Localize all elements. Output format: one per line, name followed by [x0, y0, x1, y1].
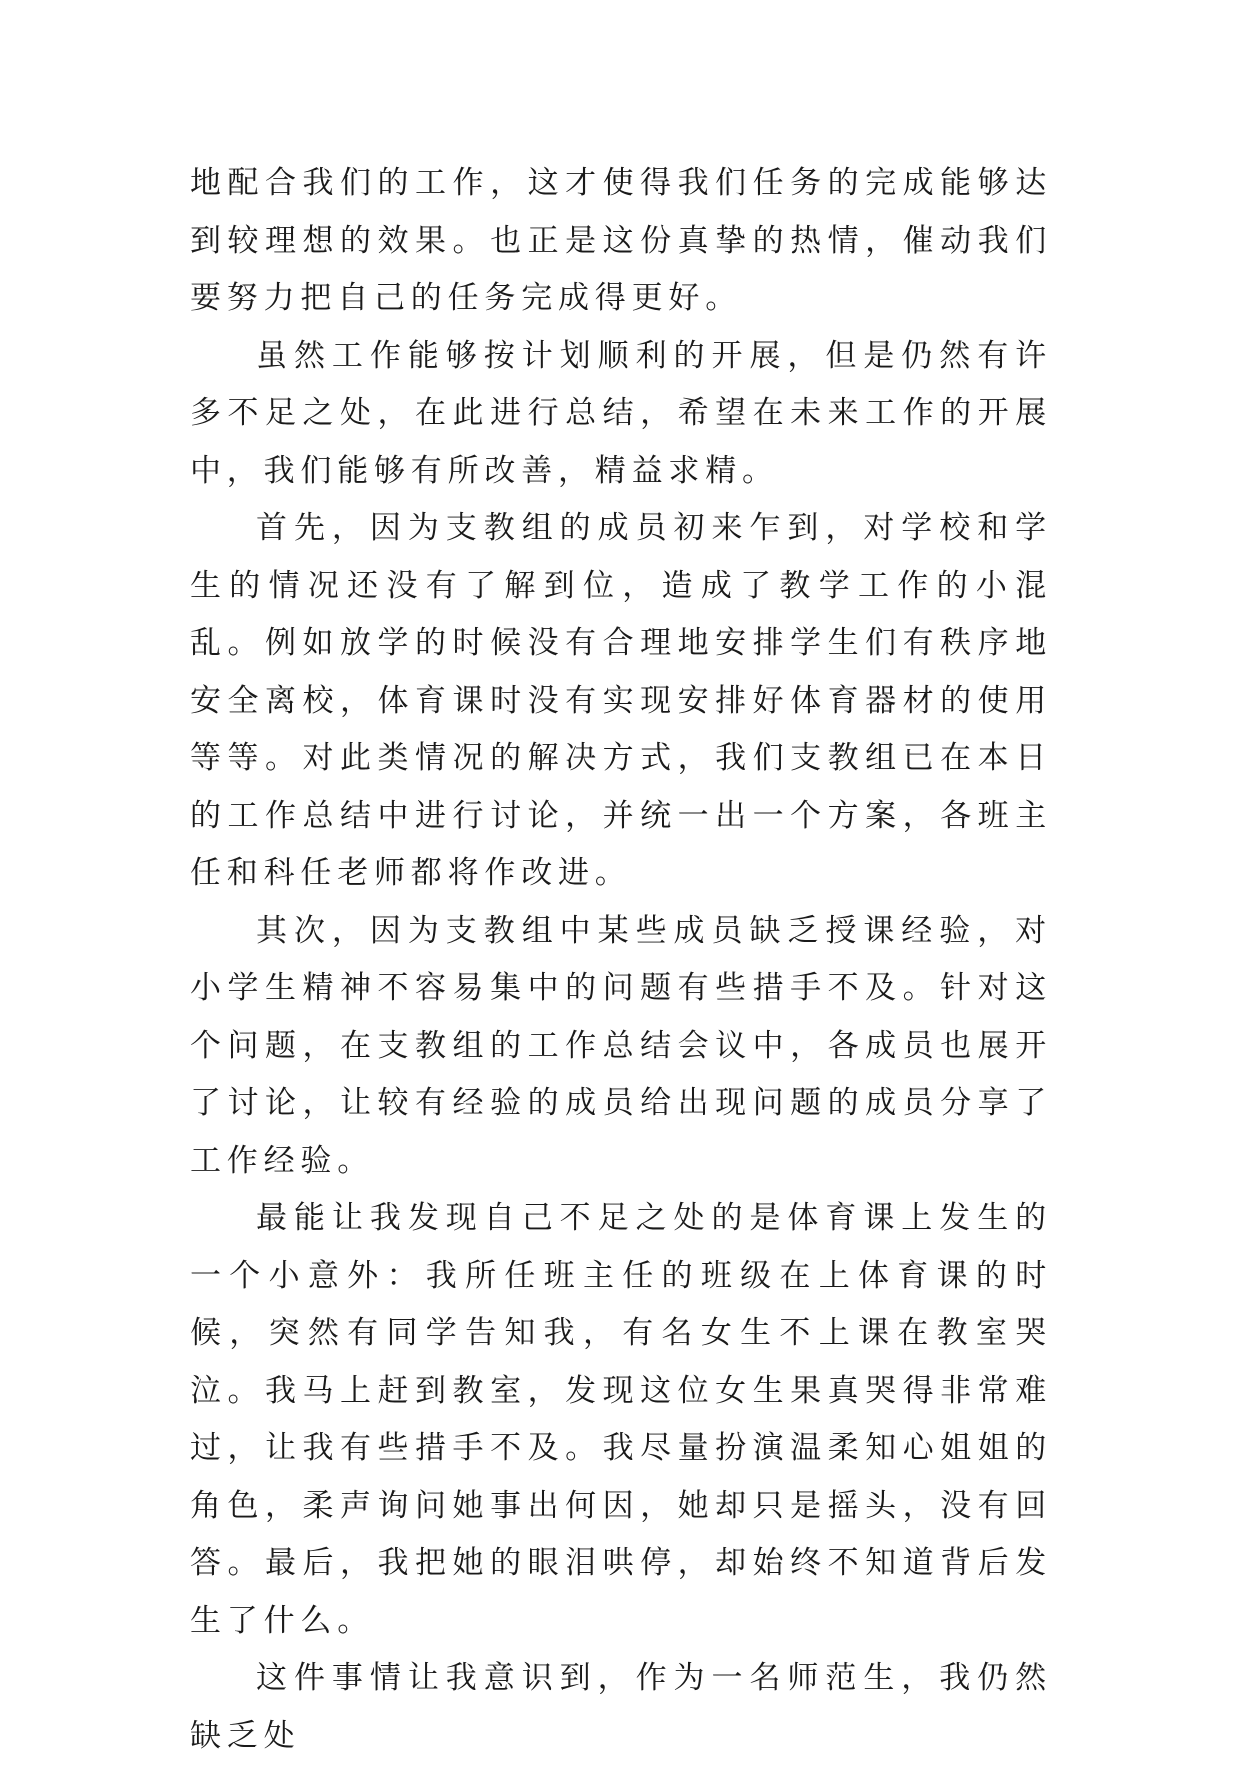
document-body	[190, 155, 1052, 1765]
paragraph-2: 虽然工作能够按计划顺利的开展，但是仍然有许多不足之处，在此进行总结，希望在未来工作的开展中，我们能够有所改善，精益求精。	[190, 337, 1052, 489]
paragraph-4: 其次，因为支教组中某些成员缺乏授课经验，对小学生精神不容易集中的问题有些措手不及。针对这个问题，在支教组的工作总结会议中，各成员也展开了讨论，让较有经验的成员给出现问题的成员分享了工作经验。	[190, 912, 1052, 1179]
paragraph-5: 最能让我发现自己不足之处的是体育课上发生的一个小意外：我所任班主任的班级在上体育课的时候，突然有同学告知我，有名女生不上课在教室哭泣。我马上赶到教室，发现这位女生果真哭得非常难过，让我有些措手不及。我尽量扮演温柔知心姐姐的角色，柔声询问她事出何因，她却只是摇头，没有回答。最后，我把她的眼泪哄停，却始终不知道背后发生了什么。	[190, 1200, 1052, 1639]
paragraph-6: 这件事情让我意识到，作为一名师范生，我仍然缺乏处	[190, 1660, 1052, 1754]
paragraph-1: 地配合我们的工作，这才使得我们任务的完成能够达到较理想的效果。也正是这份真挚的热情，催动我们要努力把自己的任务完成得更好。	[190, 165, 1052, 316]
paragraph-3: 首先，因为支教组的成员初来乍到，对学校和学生的情况还没有了解到位，造成了教学工作的小混乱。例如放学的时候没有合理地安排学生们有秩序地安全离校，体育课时没有实现安排好体育器材的使用等等。对此类情况的解决方式，我们支教组已在本日的工作总结中进行讨论，并统一出一个方案，各班主任和科任老师都将作改进。	[190, 510, 1052, 891]
